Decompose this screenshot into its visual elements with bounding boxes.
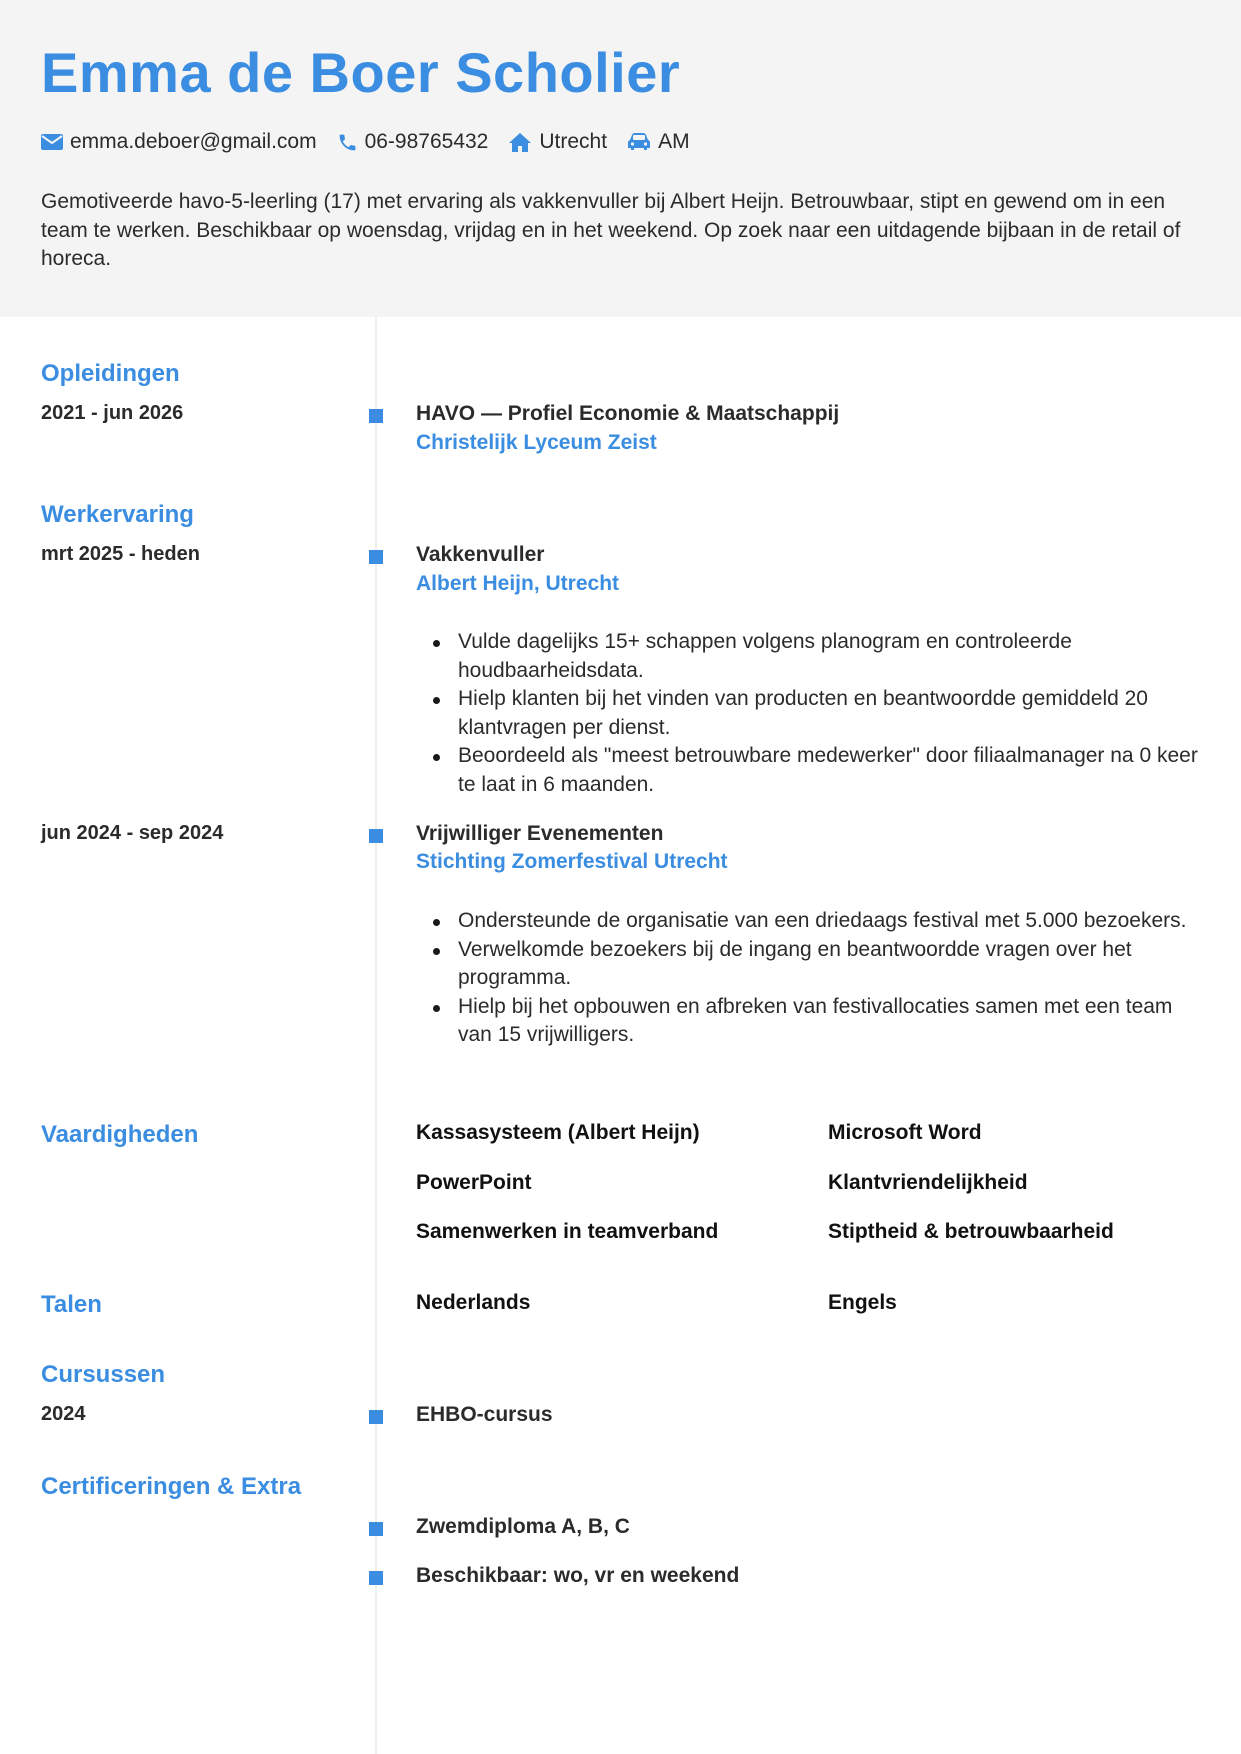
- experience-role: Vakkenvuller: [416, 543, 545, 566]
- timeline-marker: [369, 550, 383, 564]
- education-date: 2021 - jun 2026: [41, 402, 184, 424]
- skill-item: Klantvriendelijkheid: [828, 1171, 1028, 1194]
- experience-role: Vrijwilliger Evenementen: [416, 822, 664, 845]
- timeline-marker: [369, 1571, 383, 1585]
- timeline-marker: [369, 1410, 383, 1424]
- car-icon: [627, 132, 651, 152]
- contact-email: [41, 130, 317, 154]
- section-title-languages: Talen: [41, 1291, 102, 1318]
- skill-item: Kassasysteem (Albert Heijn): [416, 1121, 700, 1144]
- timeline-marker: [369, 829, 383, 843]
- experience-date: mrt 2025 - heden: [41, 543, 200, 565]
- bullet-item: Vulde dagelijks 15+ schappen volgens planogram en controleerde houdbaarheidsdata.: [416, 628, 1206, 685]
- bullet-item: Hielp bij het opbouwen en afbreken van festivallocaties samen met een team van 15 vrijwilligers.: [416, 993, 1206, 1050]
- timeline-marker: [369, 1522, 383, 1536]
- contact-city: [508, 130, 607, 154]
- experience-org: Stichting Zomerfestival Utrecht: [416, 850, 728, 873]
- contact-license: [627, 130, 690, 154]
- phone-icon: [337, 132, 358, 153]
- profile-summary: Gemotiveerde havo-5-leerling (17) met ervaring als vakkenvuller bij Albert Heijn. Betrouwbaar, stipt en gewend om in een team te werken. Beschikbaar op woensdag, vrijdag en in het weekend. Op zoek naar een uitdagende bijbaan in de retail of horeca.: [41, 190, 1181, 270]
- course-name: EHBO-cursus: [416, 1403, 553, 1426]
- language-item: Engels: [828, 1291, 897, 1314]
- section-title-experience: Werkervaring: [41, 501, 194, 528]
- city-text: Utrecht: [539, 130, 608, 153]
- experience-bullets: [416, 628, 1206, 799]
- experience-date: jun 2024 - sep 2024: [41, 822, 224, 844]
- skill-item: PowerPoint: [416, 1171, 532, 1194]
- course-date: 2024: [41, 1403, 86, 1425]
- column-divider: [375, 317, 377, 1754]
- timeline-marker: [369, 409, 383, 423]
- email-text: emma.deboer@gmail.com: [70, 130, 317, 153]
- bullet-item: Ondersteunde de organisatie van een driedaags festival met 5.000 bezoekers.: [416, 907, 1206, 936]
- contact-phone: [337, 130, 489, 154]
- experience-org: Albert Heijn, Utrecht: [416, 572, 620, 595]
- language-item: Nederlands: [416, 1291, 531, 1314]
- candidate-name: Emma de Boer Scholier: [41, 41, 681, 104]
- bullet-item: Beoordeeld als "meest betrouwbare medewerker" door filiaalmanager na 0 keer te laat in 6 maanden.: [416, 742, 1206, 799]
- experience-bullets: [416, 907, 1206, 1050]
- extra-item: Zwemdiploma A, B, C: [416, 1515, 630, 1538]
- education-school: Christelijk Lyceum Zeist: [416, 431, 657, 454]
- skill-item: Samenwerken in teamverband: [416, 1220, 719, 1243]
- contact-bar: [41, 128, 710, 156]
- phone-text: 06-98765432: [364, 130, 489, 153]
- skill-item: Microsoft Word: [828, 1121, 982, 1144]
- header: [0, 0, 1241, 317]
- education-degree: HAVO — Profiel Economie & Maatschappij: [416, 402, 840, 425]
- section-title-extra: Certificeringen & Extra: [41, 1473, 302, 1500]
- section-title-education: Opleidingen: [41, 360, 180, 387]
- bullet-item: Hielp klanten bij het vinden van producten en beantwoordde gemiddeld 20 klantvragen per dienst.: [416, 685, 1206, 742]
- section-title-skills: Vaardigheden: [41, 1121, 199, 1148]
- section-title-courses: Cursussen: [41, 1361, 166, 1388]
- skill-item: Stiptheid & betrouwbaarheid: [828, 1220, 1114, 1243]
- home-icon: [508, 132, 532, 153]
- license-text: AM: [658, 130, 690, 153]
- envelope-icon: [41, 134, 63, 150]
- extra-item: Beschikbaar: wo, vr en weekend: [416, 1564, 740, 1587]
- bullet-item: Verwelkomde bezoekers bij de ingang en beantwoordde vragen over het programma.: [416, 936, 1206, 993]
